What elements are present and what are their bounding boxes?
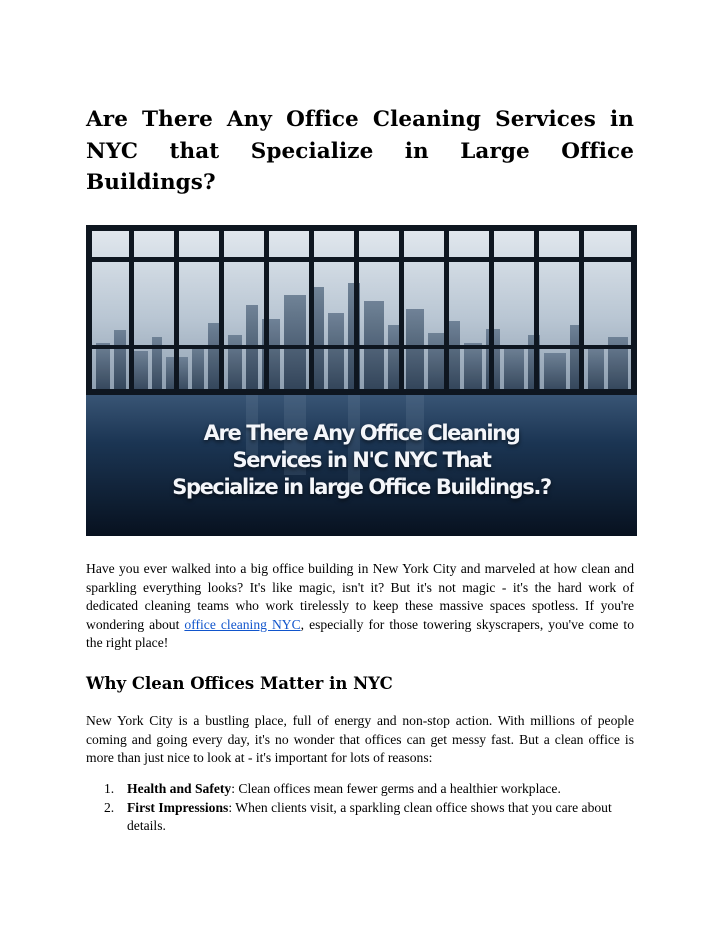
page-title: Are There Any Office Cleaning Services in NYC that Specialize in Large Office Buildings? <box>86 107 634 195</box>
list-item-text: : When clients visit, a sparkling clean office shows that you care about details. <box>127 799 612 834</box>
section-paragraph: New York City is a bustling place, full of energy and non-stop action. With millions of people coming and going every day, it's no wonder that offices can get messy fast. But a clean office is more than just nice to look at - it's important for lots of reasons: <box>86 713 634 766</box>
list-item-term: First Impressions <box>127 799 229 815</box>
intro-paragraph <box>86 560 634 653</box>
list-item-text: : Clean offices mean fewer germs and a healthier workplace. <box>231 781 561 796</box>
list-item-term: Health and Safety <box>127 781 232 796</box>
list-item-number: 2. <box>104 799 115 815</box>
office-cleaning-nyc-link[interactable]: office cleaning NYC <box>184 616 301 632</box>
reasons-list <box>86 780 634 836</box>
hero-caption-line: Services in N'C NYC That <box>232 448 491 472</box>
list-item-number: 1. <box>104 781 115 796</box>
section-heading: Why Clean Offices Matter in NYC <box>86 674 393 693</box>
hero-caption <box>86 420 637 501</box>
hero-caption-line: Are There Any Office Cleaning <box>203 421 520 445</box>
list-item <box>86 780 634 799</box>
intro-text-after-link: , especially for those towering skyscrapers, you've come to the right place! <box>86 616 635 651</box>
hero-caption-line: Specialize in large Office Buildings.? <box>172 475 551 499</box>
hero-image <box>86 225 637 536</box>
list-item <box>86 799 634 836</box>
intro-text-before-link: Have you ever walked into a big office building in New York City and marveled at how clean and sparkling everything looks? It's like magic, isn't it? But it's not magic - it's the hard work of dedicated cleaning teams who work tirelessly to keep these massive spaces spotless. If you're wondering about <box>86 561 634 632</box>
